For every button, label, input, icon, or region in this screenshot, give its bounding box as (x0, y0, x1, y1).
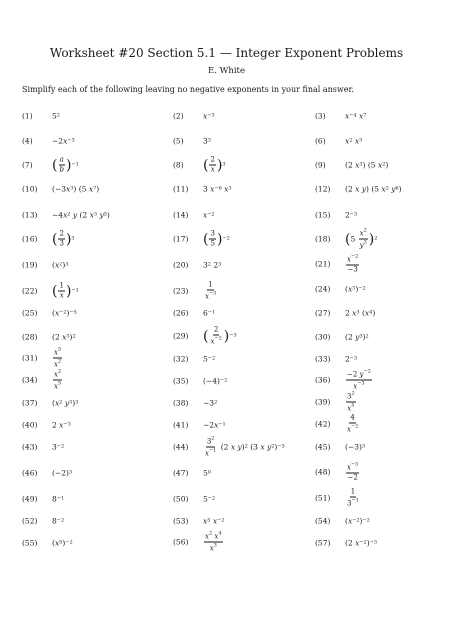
problem-number: (49) (22, 494, 38, 504)
page-title: Worksheet #20 Section 5.1 — Integer Exponent Problems (49, 46, 404, 60)
problem-expression: 3 −2 (52, 442, 65, 452)
problem-number: (12) (315, 184, 331, 194)
problem-number: (34) (22, 375, 38, 385)
problem-number: (47) (173, 468, 189, 478)
problem-number: (54) (315, 516, 331, 526)
problem-number: (45) (315, 442, 331, 452)
problem-expression: x −4 x 7 (345, 111, 367, 121)
problem-expression: ( x −2 ) −2 (345, 516, 370, 526)
problem-expression: $\frac{x^2}{x^5}$ (54, 368, 62, 391)
problem-expression: $\frac{3^2}{x^{-1}}$ ( 2 x y ) 2 ( 3 x y 2 ) −3 (205, 435, 285, 458)
problem-expression: −2 x −1 (203, 420, 226, 430)
problem-number: (27) (315, 308, 331, 318)
problem-expression: 3 2 2 3 (203, 260, 222, 270)
problem-expression: 3 3 (203, 136, 211, 146)
problem-expression: $\frac{4}{x^{-2}}$ (347, 413, 359, 434)
instructions-text: Simplify each of the following leaving no negative exponents in your final answer. (22, 85, 354, 94)
problem-number: (13) (22, 210, 38, 220)
problem-number: (39) (315, 397, 331, 407)
problem-expression: −2 x −3 (52, 136, 75, 146)
problem-expression: $\frac{x^2 x^4}{x^3}$ (205, 530, 222, 553)
problem-expression: ( −3 x 3 ) ( 5 x 7 ) (52, 184, 100, 194)
problem-expression: $\frac{3^2}{x^5}$ (347, 390, 355, 413)
problem-number: (24) (315, 284, 331, 294)
problem-number: (11) (173, 184, 189, 194)
problem-number: (44) (173, 442, 189, 452)
problem-expression: ( $\frac{a}{b}$ ) −1 (52, 155, 79, 174)
problem-expression: 5 −2 (203, 354, 216, 364)
problem-number: (29) (173, 331, 189, 341)
problem-number: (19) (22, 260, 38, 270)
problem-number: (55) (22, 538, 38, 548)
problem-expression: x −3 (203, 111, 215, 121)
problem-number: (17) (173, 234, 189, 244)
problem-expression: 8 −1 (52, 494, 65, 504)
problem-number: (14) (173, 210, 189, 220)
problem-number: (16) (22, 234, 38, 244)
problem-expression: 5 2 (52, 111, 60, 121)
problem-expression: 2 x −3 (52, 420, 71, 430)
problem-number: (10) (22, 184, 38, 194)
problem-expression: ( $\frac{2}{x^{-2}}$ ) −3 (203, 325, 237, 346)
problem-number: (37) (22, 398, 38, 408)
problem-number: (56) (173, 537, 189, 547)
problem-number: (40) (22, 420, 38, 430)
problem-number: (21) (315, 259, 331, 269)
problem-number: (41) (173, 420, 189, 430)
problem-number: (57) (315, 538, 331, 548)
problem-expression: x 5 x −2 (203, 516, 225, 526)
problem-number: (52) (22, 516, 38, 526)
problem-expression: −4 x 2 y ( 2 x 3 y 5 ) (52, 210, 110, 220)
problem-number: (31) (22, 353, 38, 363)
problem-expression: x −2 (203, 210, 215, 220)
problem-number: (22) (22, 286, 38, 296)
problem-number: (30) (315, 332, 331, 342)
problem-expression: $\frac{-2 y^{-2}}{x^{-3}}$ (347, 368, 371, 391)
problem-number: (36) (315, 375, 331, 385)
problem-number: (46) (22, 468, 38, 478)
problem-expression: 2 −3 (345, 210, 358, 220)
problem-number: (38) (173, 398, 189, 408)
problem-expression: ( x −2 ) −5 (52, 308, 77, 318)
problem-expression: $\frac{x^{-2}}{-3}$ (347, 253, 359, 274)
problem-expression: (−2) 3 (52, 468, 73, 478)
problem-number: (26) (173, 308, 189, 318)
problem-number: (53) (173, 516, 189, 526)
problem-number: (23) (173, 286, 189, 296)
problem-expression: ( x 2 ) 3 (52, 260, 69, 270)
problem-expression: $\frac{x^{-3}}{-2}$ (347, 461, 359, 482)
problem-expression: 8 −2 (52, 516, 65, 526)
author-name: E. White (208, 66, 245, 76)
problem-number: (48) (315, 467, 331, 477)
problem-expression: 2 x 3 ( x 4 ) (345, 308, 376, 318)
problem-expression: ( x 3 ) −2 (345, 284, 366, 294)
problem-number: (33) (315, 354, 331, 364)
problem-number: (2) (173, 111, 184, 121)
problem-expression: 2 −3 (345, 354, 358, 364)
problem-number: (42) (315, 419, 331, 429)
problem-expression: $\frac{1}{3^{-1}}$ (347, 487, 359, 508)
problem-expression: ( x 5 ) −2 (52, 538, 73, 548)
problem-number: (1) (22, 111, 33, 121)
problem-expression: 5 0 (203, 468, 211, 478)
problem-expression: 3 x −6 x 3 (203, 184, 232, 194)
problem-number: (25) (22, 308, 38, 318)
problem-number: (32) (173, 354, 189, 364)
problem-expression: $\frac{1}{x^{-3}}$ (205, 280, 217, 301)
problem-expression: ( 5 $\frac{x^2}{y^3}$ ) 2 (345, 227, 378, 250)
problem-expression: ( 2 x 3 ) 2 (52, 332, 76, 342)
problem-number: (7) (22, 160, 33, 170)
problem-expression: −3 2 (203, 398, 218, 408)
problem-number: (15) (315, 210, 331, 220)
problem-number: (9) (315, 160, 326, 170)
problem-number: (18) (315, 234, 331, 244)
problem-expression: ( 2 x −2 ) −3 (345, 538, 378, 548)
problem-expression: ( $\frac{3}{5}$ ) −2 (203, 229, 230, 248)
problem-number: (4) (22, 136, 33, 146)
problem-number: (50) (173, 494, 189, 504)
problem-number: (5) (173, 136, 184, 146)
problem-expression: ( 2 x 3 ) ( 5 x 2 ) (345, 160, 389, 170)
problem-expression: ( $\frac{2}{3}$ ) 3 (52, 229, 75, 248)
problem-expression: ( 2 x y ) ( 5 x 2 y 6 ) (345, 184, 402, 194)
problem-number: (6) (315, 136, 326, 146)
problem-expression: (−3) 3 (345, 442, 366, 452)
problem-number: (20) (173, 260, 189, 270)
problem-number: (43) (22, 442, 38, 452)
problem-expression: (−4) −2 (203, 376, 228, 386)
problem-number: (35) (173, 376, 189, 386)
problem-number: (3) (315, 111, 326, 121)
problem-number: (28) (22, 332, 38, 342)
problem-expression: ( $\frac{2}{x}$ ) 3 (203, 155, 226, 174)
problem-expression: 6 −1 (203, 308, 216, 318)
problem-number: (8) (173, 160, 184, 170)
problem-number: (51) (315, 493, 331, 503)
problem-expression: ( $\frac{1}{x}$ ) −1 (52, 281, 79, 300)
problem-expression: ( 2 y 3 ) 2 (345, 332, 369, 342)
problem-expression: 5 −2 (203, 494, 216, 504)
problem-expression: x 2 x 3 (345, 136, 363, 146)
problem-expression: $\frac{x^5}{x^2}$ (54, 346, 62, 369)
problem-expression: ( x 2 y 3 ) 3 (52, 398, 79, 408)
